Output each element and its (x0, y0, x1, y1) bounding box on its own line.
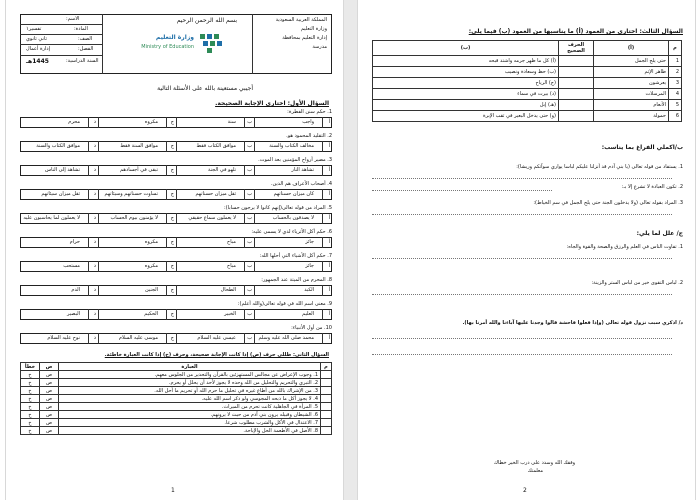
q5-title: ج/ علل لما يلي: (636, 230, 683, 237)
q2-false-mark[interactable]: خ (21, 403, 40, 411)
q2-true-mark[interactable]: ص (40, 395, 59, 403)
q1-option[interactable]: موافق الكتاب فقط (196, 143, 236, 149)
q2-row-num (321, 379, 332, 387)
q4-item-1: 1. يستفاد من قوله تعالى (يا بني آدم قد أنزلنا عليكم لباسا يواري سوآتكم وريشا): (516, 164, 683, 170)
q5-item-1: 1. تفاوت الناس في العلم والرزق والصحة والقوة والجاه: (566, 244, 683, 250)
q1-option-letter: أ (328, 143, 330, 149)
q3-column-a: الأنعام (594, 100, 669, 111)
q2-false-mark[interactable]: خ (21, 427, 40, 435)
q1-question: 6. حكم أكل الأثرياء لذي لا يسمى عليه: (251, 229, 332, 235)
q3-row-num: 2 (669, 67, 682, 78)
q1-option-letter: أ (328, 119, 330, 125)
q3-column-a: ظاهر الإثم (594, 67, 669, 78)
q3-header-letter: الحرف الصحيح (559, 41, 594, 56)
table-row (21, 427, 332, 435)
table-row (373, 67, 682, 78)
q2-statement: 1. وجوب الإعراض عن مجالس المستهزئين بالقرآن والتحذير من الجلوس معهم. (59, 371, 321, 379)
q2-header-num: م (321, 363, 332, 371)
q1-option[interactable]: تشاهد النار (291, 167, 314, 173)
q1-option[interactable]: مباح (227, 263, 236, 269)
q1-option-letter: ج (170, 239, 174, 245)
field-grade-label: الصف: (78, 36, 93, 42)
q1-option-letter: ب (247, 311, 252, 317)
q2-statement: 6. الشيطان وقبيله يرون بني آدم من حيث لا يرونهم. (59, 411, 321, 419)
q1-option-letter: أ (328, 215, 330, 221)
q1-option-letter: ج (170, 335, 174, 341)
basmala: بسم الله الرحمن الرحيم (176, 17, 237, 24)
q1-question: 4. أصحاب الأعراف هم الذين. (270, 181, 332, 187)
q1-option-letter: د (93, 119, 96, 125)
table-row (21, 387, 332, 395)
q1-option-letter: أ (328, 335, 330, 341)
q1-option-letter: ج (170, 191, 174, 197)
q1-option[interactable]: نوح عليه السلام (47, 335, 80, 341)
q2-row-num (321, 371, 332, 379)
q2-true-mark[interactable]: ص (40, 411, 59, 419)
q1-option[interactable]: حرام (69, 239, 80, 245)
q1-question: 9. معنى اسم الله في قوله تعالى(والله أعلم): (237, 301, 332, 307)
q3-answer-cell[interactable] (559, 78, 594, 89)
table-row (21, 395, 332, 403)
q3-answer-cell[interactable] (559, 111, 594, 122)
q3-column-b: (د) بيرت في سماء (373, 89, 559, 100)
q2-false-mark[interactable]: خ (21, 379, 40, 387)
q2-row-num (321, 403, 332, 411)
q1-option[interactable]: الخبير (224, 311, 236, 317)
q1-option[interactable]: تساوت حسناتهم وسيئاتهم (104, 191, 158, 197)
q2-statement: 8. الأصل في الأطعمة الحل والإباحة. (59, 427, 321, 435)
field-class-value: إدارة أعمال (26, 46, 51, 52)
q6-title: د/ اذكري سبب نزول قوله تعالى (وإذا فعلوا فاحشة قالوا وجدنا عليها آباءنا والله أمرنا بها). (462, 320, 683, 326)
q1-option[interactable]: محرم (68, 119, 80, 125)
q2-statement: 2. التبري والتحريم والتحليل من الله وحده لا يجوز لأحد أن يحلل أو يحرم. (59, 379, 321, 387)
q1-option[interactable]: كان ميزان حسناتهم (273, 191, 314, 197)
q1-option-letter: ب (247, 191, 252, 197)
table-row (21, 411, 332, 419)
q1-option-letter: ج (170, 167, 174, 173)
q2-true-mark[interactable]: ص (40, 387, 59, 395)
q1-option[interactable]: ثقل ميزان حسناتهم (195, 191, 236, 197)
q1-question: 8. المحرم من الميتة عند الجمهور: (261, 277, 332, 283)
q1-option[interactable]: مكروه (144, 263, 158, 269)
q1-question: 7. حكم أكل الأشياء التي أحلها الله: (259, 253, 332, 259)
q4-item-2: 2. تكون العبادة لا تشرع إلا بـ: (621, 184, 683, 190)
q1-option-letter: د (93, 191, 96, 197)
q1-option[interactable]: ثقل ميزان سيئاتهم (41, 191, 80, 197)
q2-table (20, 362, 332, 435)
header-right-3: إدارة التعليم بمحافظة (282, 35, 327, 41)
q3-row-num: 1 (669, 56, 682, 67)
q2-true-mark[interactable]: ص (40, 419, 59, 427)
q1-option[interactable]: موافق السنة فقط (120, 143, 158, 149)
q1-option-letter: د (93, 215, 96, 221)
q1-option[interactable]: الكبد (304, 287, 314, 293)
q3-answer-cell[interactable] (559, 89, 594, 100)
q1-option[interactable]: عيسى عليه السلام (197, 335, 236, 341)
q1-question: 1. حكم سنن الفطرة: (287, 109, 332, 115)
q3-header-a: (أ) (594, 41, 669, 56)
q1-option-letter: ج (170, 119, 174, 125)
q1-option-letter: أ (328, 287, 330, 293)
q2-false-mark[interactable]: خ (21, 419, 40, 427)
q2-statement: 5. المرأة في الجاهلية كانت تحرم من الميراث. (59, 403, 321, 411)
q2-false-mark[interactable]: خ (21, 411, 40, 419)
q5-item-2: 2. لباس التقوى خير من لباس الستر والزينة: (591, 280, 683, 286)
q1-option-letter: د (93, 263, 96, 269)
q2-row-num (321, 427, 332, 435)
field-grade-value: ثاني ثانوي (26, 36, 47, 42)
q1-option[interactable]: الجنين (145, 287, 158, 293)
q2-row-num (321, 419, 332, 427)
q1-question: 5. المراد من قوله تعالى(إنهم كانوا لا يرجون حسابا): (224, 205, 332, 211)
q1-option[interactable]: جائز (305, 263, 314, 269)
q3-column-b: (ج) الرياح (373, 78, 559, 89)
table-row (373, 56, 682, 67)
q1-option[interactable]: مستحب (63, 263, 80, 269)
q1-option[interactable]: واجب (302, 119, 314, 125)
field-subject-value: تفسير١ (26, 26, 42, 32)
page-number-1: 1 (171, 487, 175, 494)
q1-option-letter: أ (328, 239, 330, 245)
q2-true-mark[interactable]: ص (40, 379, 59, 387)
q1-option-letter: ب (247, 287, 252, 293)
q1-option-letter: ج (170, 287, 174, 293)
q3-row-num: 4 (669, 89, 682, 100)
table-row (373, 89, 682, 100)
q3-column-a: يعرشون (594, 78, 669, 89)
q1-option-letter: د (93, 167, 96, 173)
q3-column-a: حتى يلج الجمل (594, 56, 669, 67)
q1-option[interactable]: البصير (66, 311, 80, 317)
q3-answer-cell[interactable] (559, 100, 594, 111)
q1-option[interactable]: مكروه (144, 119, 158, 125)
q3-title: السؤال الثالث: اختاري من العمود (أ) ما يناسبها من العمود (ب) فيما يلي: (468, 28, 683, 35)
field-year-label: السنة الدراسية: (66, 58, 99, 64)
q2-true-mark[interactable]: ص (40, 371, 59, 379)
q1-title: السؤال الأول: اختاري الإجابة الصحيحة. (215, 100, 329, 107)
q2-true-mark[interactable]: ص (40, 427, 59, 435)
q1-option[interactable]: محمد صلى الله عليه وسلم (258, 335, 314, 341)
header-right-4: مدرسة (312, 44, 327, 50)
q2-title: السؤال الثاني: ظللي حرف (ص) إذا كانت الإجابة صحيحة، وحرف (خ) إذا كانت العبارة خاطئة. (104, 352, 329, 358)
field-class-label: الفصل: (78, 46, 94, 52)
q3-row-num: 5 (669, 100, 682, 111)
q1-option[interactable]: لا يعملون سماع حقيقي (188, 215, 236, 221)
q1-question: 10. من أول الأنبياء: (291, 325, 332, 331)
table-row (21, 403, 332, 411)
header-right-1: المملكة العربية السعودية (275, 17, 327, 23)
page-1 (5, 0, 344, 500)
q1-option[interactable]: تبقى في أجسادهم (120, 167, 158, 173)
q1-option-letter: ج (170, 143, 174, 149)
q1-question: 2. التقليد المحمود هو. (286, 133, 332, 139)
header-right-2: وزارة التعليم (300, 26, 327, 32)
q2-row-num (321, 395, 332, 403)
q2-header-false: خطأ (21, 363, 40, 371)
q2-row-num (321, 411, 332, 419)
field-name: الاسم: (66, 16, 80, 22)
q1-option-letter: د (93, 239, 96, 245)
q1-option[interactable]: مخالف الكتاب والسنة (269, 143, 314, 149)
q1-option[interactable]: الطحال (220, 287, 236, 293)
q1-option[interactable]: جائز (305, 239, 314, 245)
table-row (373, 111, 682, 122)
q3-column-b: (ب) حظ وسعادة ونصيب (373, 67, 559, 78)
table-row (21, 379, 332, 387)
q1-option-letter: أ (328, 263, 330, 269)
q2-statement: 3. من الإشراك بالله من أطاع غيره في تحليل ما حرم الله أو تحريم ما أحل الله. (59, 387, 321, 395)
q1-option-letter: ج (170, 215, 174, 221)
table-row (21, 371, 332, 379)
q2-header-true: ص (40, 363, 59, 371)
q1-option-letter: ج (170, 263, 174, 269)
q3-column-a: حمولة (594, 111, 669, 122)
q2-false-mark[interactable]: خ (21, 387, 40, 395)
q1-option-letter: أ (328, 311, 330, 317)
q1-option[interactable]: الحكيم (144, 311, 158, 317)
q1-option-letter: ب (247, 119, 252, 125)
page-gap (342, 0, 357, 500)
q2-statement: 7. الاعتدال في الأكل والشرب مطلوب شرعا. (59, 419, 321, 427)
q1-option[interactable]: الدم (71, 287, 80, 293)
q1-option-letter: ب (247, 239, 252, 245)
q3-column-a: المرسلات (594, 89, 669, 100)
q1-option-letter: ب (247, 335, 252, 341)
q1-option[interactable]: لا يصدقون بالحساب (272, 215, 314, 221)
q1-question: 3. مصير أرواح المؤمنين بعد الموت. (258, 157, 332, 163)
field-year-value: 1445هـ (26, 58, 49, 65)
q2-statement: 4. لا يجوز أكل ما ذبحه المجوسي ولو ذكر اسم الله عليه. (59, 395, 321, 403)
q3-column-b: (هـ) إبل (373, 100, 559, 111)
q1-option-letter: أ (328, 167, 330, 173)
table-row (373, 78, 682, 89)
table-row (373, 100, 682, 111)
q3-header-b: (ب) (373, 41, 559, 56)
q4-item-3: 3. المراد بقوله تعالى (ولا يدخلون الجنة حتى يلج الجمل في سم الخياط): (533, 200, 683, 206)
q2-header-statement: العبارة (59, 363, 321, 371)
q1-option-letter: د (93, 311, 96, 317)
q2-true-mark[interactable]: ص (40, 403, 59, 411)
page-number-2: 2 (523, 487, 527, 494)
q1-option[interactable]: تلهو في الجنة (207, 167, 236, 173)
q1-option[interactable]: مكروه (144, 239, 158, 245)
q3-row-num: 3 (669, 78, 682, 89)
q1-option-letter: د (93, 143, 96, 149)
ministry-logo: وزارة التعليم Ministry of Education (118, 32, 228, 58)
q1-option[interactable]: العليم (302, 311, 314, 317)
q3-column-b: (أ) كل ما ظهر جرمه واشتد قبحه (373, 56, 559, 67)
q1-option[interactable]: لا يؤمنون بيوم الحساب (110, 215, 158, 221)
q1-option[interactable]: تشاهد إلى الناس (45, 167, 80, 173)
q3-answer-cell[interactable] (559, 56, 594, 67)
closing-teacher: معلمتك (527, 468, 543, 474)
q4-title: ب/اكملي الفراغ بما يناسب: (601, 144, 683, 151)
q2-false-mark[interactable]: خ (21, 371, 40, 379)
intro-text: أجيبي مستعينة بالله على الأسئلة التالية (157, 85, 253, 92)
q3-answer-cell[interactable] (559, 67, 594, 78)
q1-option-letter: د (93, 287, 96, 293)
q1-option[interactable]: مباح (227, 239, 236, 245)
q3-row-num: 6 (669, 111, 682, 122)
q1-option-letter: د (93, 335, 96, 341)
q2-false-mark[interactable]: خ (21, 395, 40, 403)
q1-option[interactable]: موافق الكتاب والسنة (36, 143, 80, 149)
q1-option-letter: ج (170, 311, 174, 317)
field-subject-label: المادة: (74, 26, 88, 32)
q3-column-b: (و) حتى يدخل البعير في ثقب الإبرة (373, 111, 559, 122)
q1-option-letter: ب (247, 167, 252, 173)
q1-option-letter: أ (328, 191, 330, 197)
table-row (21, 419, 332, 427)
closing-line: وفقك الله وسدد على درب الخير خطاك (493, 460, 575, 466)
q1-option[interactable]: موسى عليه السلام (118, 335, 158, 341)
q3-header-num: م (669, 41, 682, 56)
q1-option[interactable]: سنة (227, 119, 236, 125)
q1-option-letter: ب (247, 215, 252, 221)
q1-option-letter: ب (247, 263, 252, 269)
q2-row-num (321, 387, 332, 395)
page-2 (357, 0, 696, 500)
q3-table (372, 40, 682, 122)
q1-option[interactable]: لا يعملون لما يحاسبون عليه (23, 215, 80, 221)
q1-table (20, 108, 332, 356)
q1-option-letter: ب (247, 143, 252, 149)
